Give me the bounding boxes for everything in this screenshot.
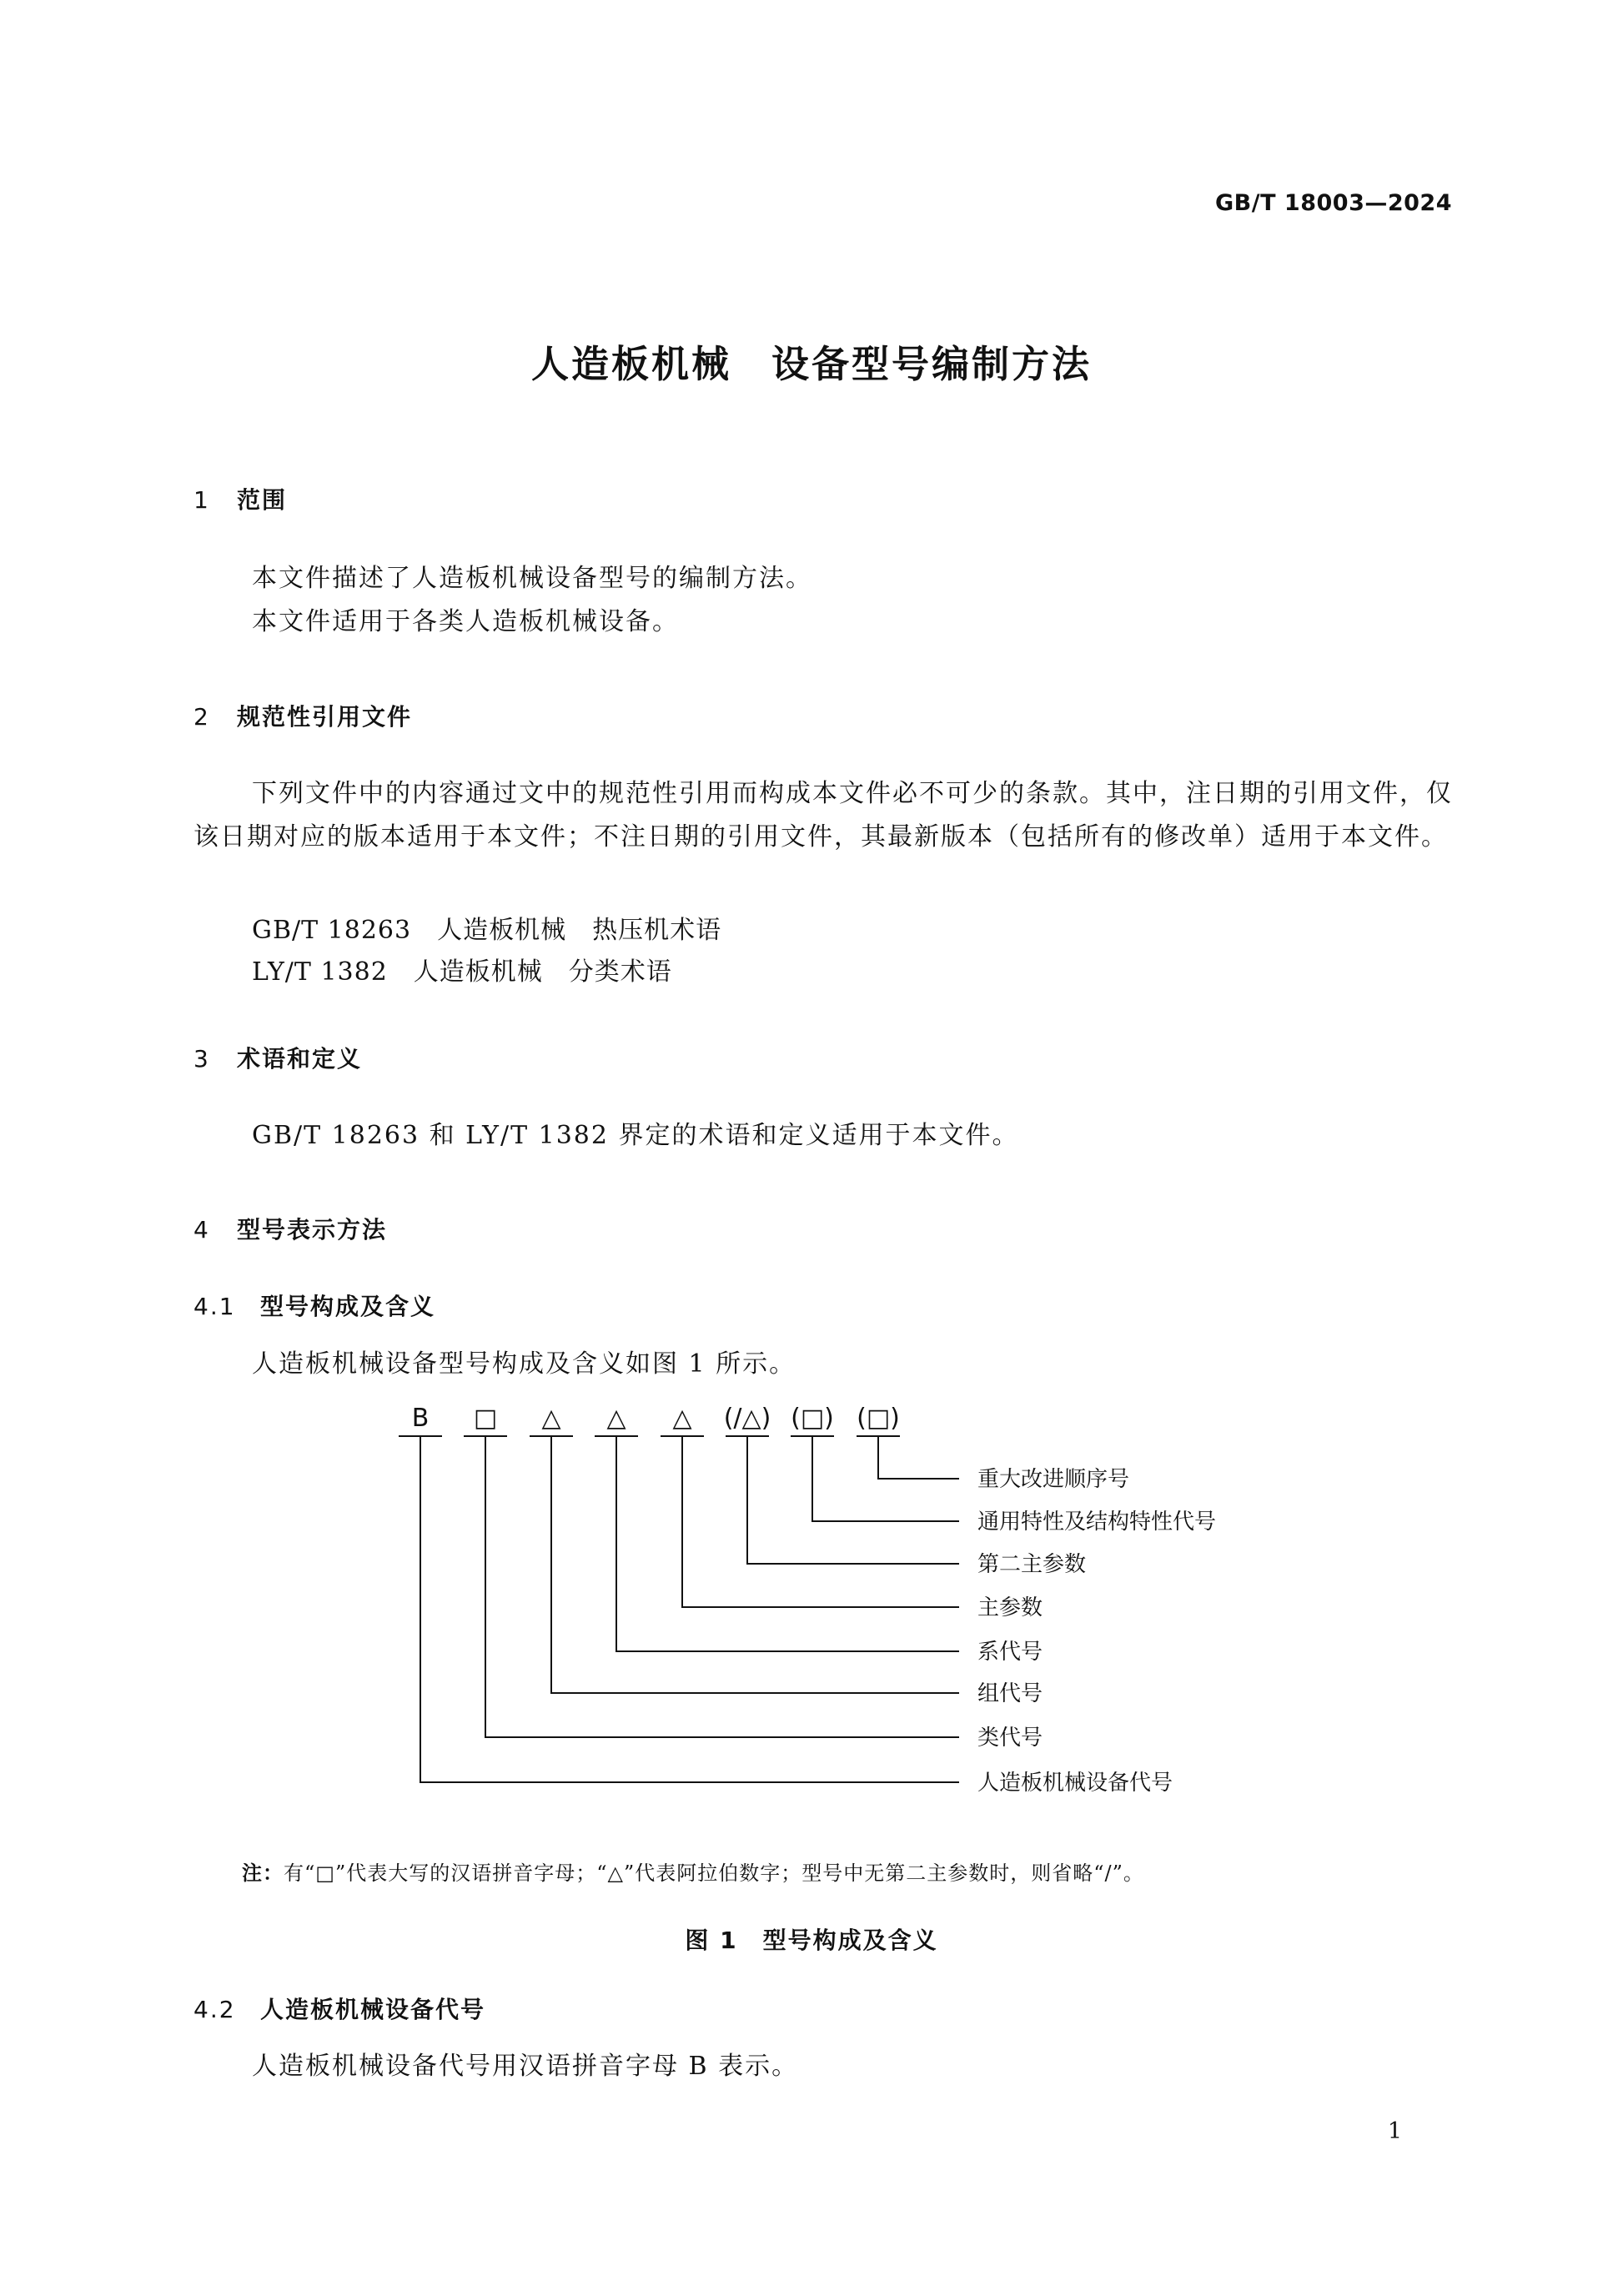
section-number: 3 (193, 1045, 210, 1073)
connector-class-code (485, 1436, 959, 1737)
connector-feature-code (812, 1436, 959, 1521)
connector-main-param (682, 1436, 959, 1607)
section-3-heading (193, 1041, 362, 1074)
figure-note (242, 1856, 1144, 1886)
label-main-param: 主参数 (977, 1595, 1043, 1620)
section-title: 范围 (237, 486, 288, 514)
symbol-b: B (411, 1404, 430, 1433)
section-1-heading (193, 482, 287, 515)
section-4-1-heading (193, 1289, 435, 1322)
section-3-para: GB/T 18263 和 LY/T 1382 界定的术语和定义适用于本文件。 (252, 1121, 1019, 1150)
symbol-triangle: △ (672, 1404, 692, 1433)
section-title: 规范性引用文件 (237, 703, 413, 731)
label-equipment-code: 人造板机械设备代号 (977, 1771, 1173, 1796)
page-number: 1 (1387, 2118, 1402, 2144)
section-number: 2 (193, 703, 210, 731)
symbol-paren-square: (□) (857, 1404, 900, 1433)
connector-series-code (616, 1436, 959, 1651)
section-number: 4 (193, 1216, 210, 1243)
label-second-param: 第二主参数 (977, 1552, 1087, 1577)
section-4-heading (193, 1212, 387, 1245)
connector-second-param (747, 1436, 959, 1564)
section-title: 型号表示方法 (237, 1216, 388, 1243)
section-2-heading (193, 699, 412, 732)
standard-code: GB/T 18003—2024 (1215, 190, 1452, 216)
section-1-para-2: 本文件适用于各类人造板机械设备。 (252, 607, 679, 636)
section-2-para: 下列文件中的内容通过文中的规范性引用而构成本文件必不可少的条款。其中，注日期的引用文件，仅该日期对应的版本适用于本文件；不注日期的引用文件，其最新版本（包括所有的修改单）适用于本文件。 (193, 779, 1453, 852)
reference-item: GB/T 18263 人造板机械 热压机术语 (252, 916, 722, 945)
symbol-triangle: △ (606, 1404, 626, 1433)
section-title: 人造板机械设备代号 (260, 1996, 486, 2023)
figure-caption: 图 1 型号构成及含义 (685, 1927, 938, 1954)
section-4-1-para: 人造板机械设备型号构成及含义如图 1 所示。 (252, 1349, 796, 1379)
section-4-2-para: 人造板机械设备代号用汉语拼音字母 B 表示。 (252, 2052, 799, 2081)
reference-item: LY/T 1382 人造板机械 分类术语 (252, 957, 672, 987)
symbol-triangle: △ (541, 1404, 561, 1433)
section-4-2-heading (193, 1992, 485, 2025)
label-improvement: 重大改进顺序号 (977, 1467, 1130, 1492)
label-group-code: 组代号 (977, 1681, 1043, 1706)
section-number: 1 (193, 486, 210, 514)
connector-group-code (551, 1436, 959, 1693)
label-series-code: 系代号 (977, 1640, 1043, 1665)
note-text: 有“□”代表大写的汉语拼音字母；“△”代表阿拉伯数字；型号中无第二主参数时，则省略“/”。 (284, 1861, 1144, 1885)
note-prefix: 注： (242, 1861, 284, 1885)
section-1-para-1: 本文件描述了人造板机械设备型号的编制方法。 (252, 564, 812, 593)
section-number: 4.2 (193, 1996, 236, 2023)
connector-equipment-code (420, 1436, 959, 1782)
section-number: 4.1 (193, 1293, 236, 1320)
symbol-paren-square: (□) (791, 1404, 834, 1433)
section-title: 型号构成及含义 (260, 1293, 436, 1320)
symbol-square: □ (473, 1404, 498, 1433)
document-title: 人造板机械 设备型号编制方法 (530, 342, 1092, 386)
label-feature-code: 通用特性及结构特性代号 (977, 1510, 1217, 1535)
section-title: 术语和定义 (237, 1045, 363, 1073)
symbol-slash-triangle: (/△) (723, 1404, 771, 1433)
connector-improvement (878, 1436, 959, 1479)
label-class-code: 类代号 (977, 1726, 1043, 1751)
